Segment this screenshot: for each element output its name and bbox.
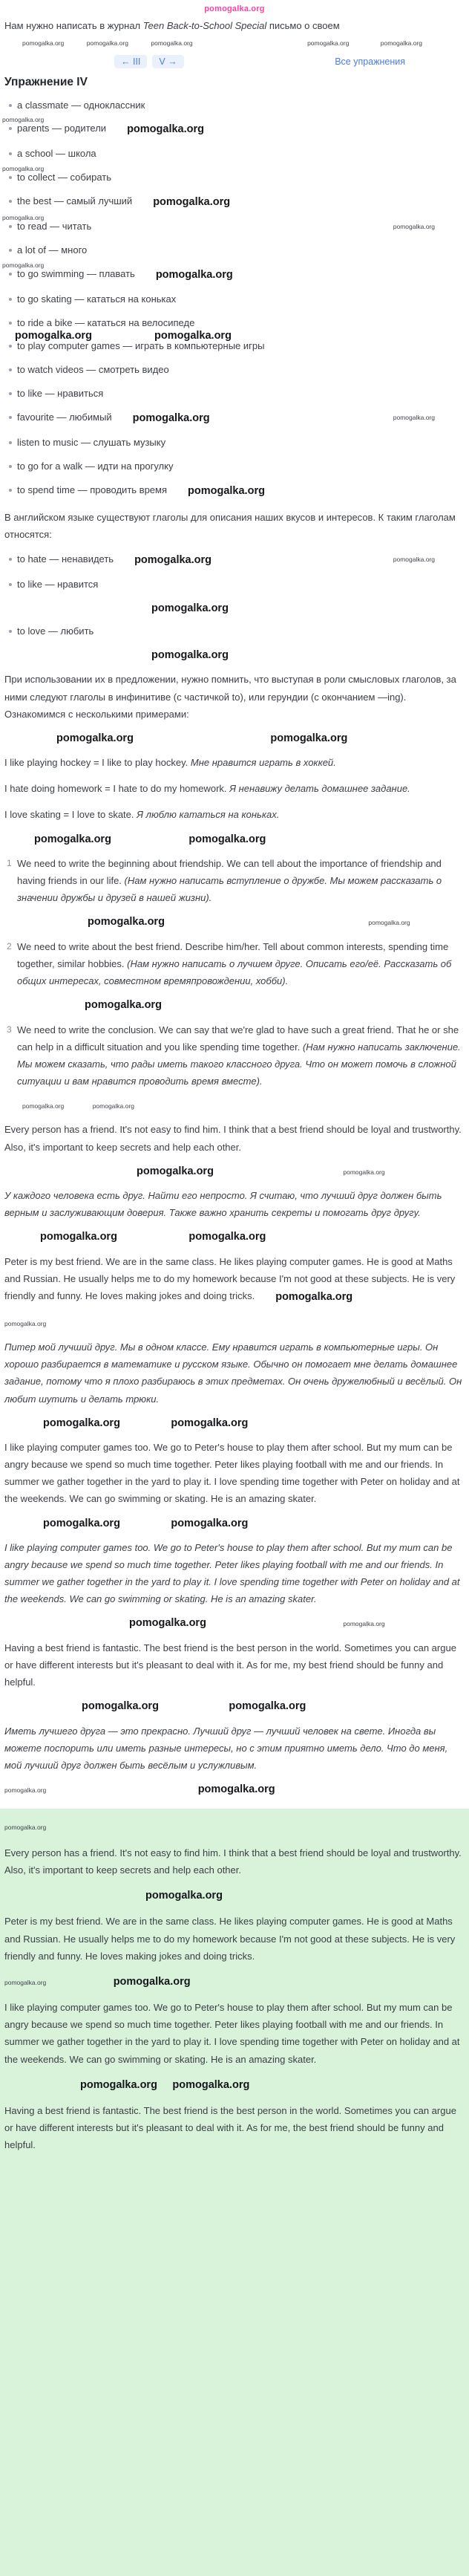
essay-paragraph-3-english: I like playing computer games too. We go to Peter's house to play them after school. But my mum can be angry because we spend so much time together. Peter likes playing football with me and our friends. In summer we gather together in the yard to play it. I love spending time together with Peter on holiday and at the weekends. We can go swimming or skating. He is an amazing skater. bbox=[4, 1442, 460, 1505]
bullet-icon bbox=[9, 249, 12, 252]
watermark: pomogalka.org bbox=[132, 412, 210, 425]
example-english: I hate doing homework = I hate to do my homework. bbox=[4, 783, 227, 795]
vocab-item bbox=[4, 330, 465, 354]
watermark: pomogalka.org bbox=[368, 919, 410, 927]
verbs-intro-paragraph: В английском языке существуют глаголы для описания наших вкусов и интересов. К таким глаголам относятся: bbox=[4, 511, 456, 540]
vocab-item bbox=[4, 387, 465, 401]
watermark: pomogalka.org bbox=[380, 39, 422, 48]
watermark: pomogalka.org bbox=[2, 116, 45, 124]
step-russian: (Нам нужно написать о лучшем друге. Описать его/её. Рассказать об общих интересах, совместном времяпровождении, хобби). bbox=[17, 957, 452, 987]
step-item bbox=[4, 1021, 465, 1090]
watermark: pomogalka.org bbox=[4, 1978, 47, 1986]
watermark-row bbox=[4, 648, 465, 662]
step-russian: (Нам нужно написать вступление о дружбе. Мы можем рассказать о значении дружбы и друзей в нашей жизни). bbox=[17, 875, 442, 904]
watermark-row bbox=[4, 1700, 465, 1713]
bullet-icon bbox=[9, 152, 12, 155]
watermark-row bbox=[4, 36, 465, 49]
usage-note-paragraph: При использовании их в предложении, нужно помнить, что выступая в роли смысловых глаголов, за ними следуют глаголы в инфинитиве (с частичкой to), или герундии (с окончанием —ing). Ознакомимся с несколькими примерами: bbox=[4, 674, 456, 720]
bullet-icon bbox=[9, 298, 12, 301]
bullet-icon bbox=[9, 416, 12, 419]
verb-item bbox=[4, 578, 465, 592]
vocab-text: the best — самый лучший bbox=[17, 195, 133, 207]
watermark-row bbox=[4, 1517, 465, 1530]
watermark: pomogalka.org bbox=[134, 553, 212, 566]
vocab-text: a lot of — много bbox=[17, 244, 88, 256]
example-russian: Я люблю кататься на коньках. bbox=[137, 809, 280, 821]
example-russian: Мне нравится играть в хоккей. bbox=[190, 757, 336, 769]
writing-steps-list bbox=[4, 855, 465, 906]
watermark-row bbox=[4, 732, 465, 745]
vocab-item bbox=[2, 116, 465, 137]
vocab-text: a school — школа bbox=[17, 148, 96, 160]
verbs-list bbox=[4, 553, 465, 592]
vocab-text: to go for a walk — идти на прогулку bbox=[17, 460, 174, 472]
bullet-icon bbox=[9, 630, 12, 633]
step-number: 1 bbox=[7, 858, 12, 868]
watermark: pomogalka.org bbox=[43, 1417, 120, 1429]
all-exercises-link[interactable]: Все упражнения bbox=[335, 56, 405, 67]
watermark: pomogalka.org bbox=[2, 214, 45, 222]
intro-suffix: письмо о своем bbox=[266, 20, 340, 31]
vocab-item bbox=[4, 147, 465, 161]
prev-exercise-button[interactable]: ← III bbox=[114, 55, 147, 68]
watermark-row bbox=[4, 2078, 465, 2092]
vocab-text: parents — родители bbox=[17, 123, 107, 134]
step-item bbox=[4, 938, 465, 989]
watermark-row bbox=[4, 833, 465, 846]
watermark-row bbox=[4, 1616, 465, 1630]
exercise-title: Упражнение IV bbox=[4, 75, 88, 88]
vocab-text: to spend time — проводить время bbox=[17, 484, 168, 495]
watermark: pomogalka.org bbox=[229, 1700, 306, 1713]
bullet-icon bbox=[9, 176, 12, 179]
watermark: pomogalka.org bbox=[127, 123, 204, 136]
watermark-row bbox=[4, 1975, 465, 1988]
watermark: pomogalka.org bbox=[393, 414, 435, 422]
answer-paragraph-1: Every person has a friend. It's not easy to find him. I think that a best friend should be loyal and trustworthy. Also, it's important to keep secrets and help each other. bbox=[4, 1847, 462, 1876]
essay-paragraph-2-text: Peter is my best friend. We are in the same class. He likes playing computer games. He is good at Maths and Russian. He usually helps me to do my homework because I'm not good at these subjects. He is very friendly and funny. He loves making jokes and doing tricks. bbox=[4, 1255, 456, 1301]
vocab-item bbox=[4, 99, 465, 113]
answer-paragraph-2: Peter is my best friend. We are in the same class. He likes playing computer games. He is good at Maths and Russian. He usually helps me to do my homework because I'm not good at these subjects. He is very friendly and funny. He loves making jokes and doing tricks. bbox=[4, 1916, 456, 1962]
vocab-item bbox=[4, 195, 465, 210]
watermark-row bbox=[4, 1889, 465, 1902]
example-sentence bbox=[4, 754, 465, 771]
watermark: pomogalka.org bbox=[171, 1417, 249, 1429]
vocabulary-list bbox=[4, 99, 465, 499]
essay-paragraph-2-russian: Питер мой лучший друг. Мы в одном классе. Ему нравится играть в компьютерные игры. Он хорошо разбирается в математике и русском языке. Обычно он помогает мне делать домашнее задание, потому что я плохо разбираюсь в этих предметах. Он очень дружелюбный и весёлый. Он любит шутить и делать трюки. bbox=[4, 1341, 462, 1405]
example-english: I love skating = I love to skate. bbox=[4, 809, 134, 821]
watermark: pomogalka.org bbox=[393, 223, 435, 231]
watermark: pomogalka.org bbox=[307, 39, 350, 48]
bullet-icon bbox=[9, 127, 12, 130]
answer-paragraph-3: I like playing computer games too. We go to Peter's house to play them after school. But my mum can be angry because we spend so much time together. Peter likes playing football with me and our friends. In summer we gather together in the yard to play it. I love spending time together with Peter on holiday and at the weekends. We can go swimming or skating. He is an amazing skater. bbox=[4, 2002, 460, 2065]
step-english: We need to write the conclusion. We can say that we're glad to have such a great friend. That he or she can help in a difficult situation and you like spending time together. bbox=[17, 1024, 459, 1053]
verb-text: to like — нравится bbox=[17, 579, 99, 590]
step-number: 3 bbox=[7, 1024, 12, 1035]
watermark: pomogalka.org bbox=[188, 484, 265, 497]
bullet-icon bbox=[9, 489, 12, 492]
watermark: pomogalka.org bbox=[15, 330, 92, 342]
vocab-text: to go skating — кататься на коньках bbox=[17, 293, 177, 305]
bullet-icon bbox=[9, 392, 12, 395]
answer-paragraph-4: Having a best friend is fantastic. The best friend is the best person in the world. Sometimes you can argue or have different interests but it's pleasant to deal with it. As for me, the best friend should be funny and helpful. bbox=[4, 2105, 456, 2151]
bullet-icon bbox=[9, 558, 12, 561]
watermark-row bbox=[4, 915, 465, 928]
vocab-item bbox=[2, 214, 465, 234]
watermark: pomogalka.org bbox=[151, 649, 229, 662]
essay-paragraph-1-russian: У каждого человека есть друг. Найти его непросто. Я считаю, что лучший друг должен быть верным и заслуживающим доверия. Также важно хранить секреты и помогать друг другу. bbox=[4, 1190, 442, 1219]
vocab-text: to read — читать bbox=[17, 221, 92, 232]
site-logo[interactable]: pomogalka.org bbox=[204, 4, 265, 13]
vocab-item bbox=[4, 293, 465, 307]
watermark: pomogalka.org bbox=[393, 555, 435, 563]
watermark: pomogalka.org bbox=[2, 165, 45, 173]
vocab-text: to play computer games — играть в компьютерные игры bbox=[17, 340, 265, 352]
vocab-text: a classmate — одноклассник bbox=[17, 99, 145, 111]
watermark: pomogalka.org bbox=[151, 39, 193, 48]
watermark: pomogalka.org bbox=[343, 1168, 385, 1176]
watermark-row bbox=[4, 1820, 465, 1833]
watermark: pomogalka.org bbox=[4, 1786, 47, 1794]
exercise-nav-buttons bbox=[114, 55, 184, 68]
watermark: pomogalka.org bbox=[153, 196, 231, 209]
vocab-text: to watch videos — смотреть видео bbox=[17, 364, 169, 376]
watermark: pomogalka.org bbox=[129, 1617, 206, 1630]
watermark-row bbox=[4, 998, 465, 1012]
next-exercise-button[interactable]: V → bbox=[152, 55, 183, 68]
watermark: pomogalka.org bbox=[85, 999, 162, 1012]
essay-paragraph-2-english bbox=[4, 1253, 465, 1307]
bullet-icon bbox=[9, 583, 12, 586]
vocab-item bbox=[2, 165, 465, 185]
vocab-text: listen to music — слушать музыку bbox=[17, 437, 166, 449]
bullet-icon bbox=[9, 200, 12, 203]
vocab-text: to like — нравиться bbox=[17, 388, 104, 400]
watermark: pomogalka.org bbox=[137, 1165, 214, 1177]
vocab-item bbox=[4, 460, 465, 474]
step-number: 2 bbox=[7, 940, 12, 952]
bullet-icon bbox=[9, 322, 12, 325]
watermark: pomogalka.org bbox=[88, 916, 165, 928]
bullet-icon bbox=[9, 368, 12, 371]
watermark: pomogalka.org bbox=[188, 1231, 266, 1243]
example-sentence bbox=[4, 780, 465, 797]
watermark: pomogalka.org bbox=[151, 602, 229, 614]
verbs-list-continued bbox=[4, 625, 465, 639]
intro-text bbox=[4, 19, 465, 33]
vocab-item bbox=[4, 484, 465, 499]
watermark: pomogalka.org bbox=[92, 1102, 134, 1110]
vocab-text: to ride a bike — кататься на велосипеде bbox=[17, 316, 195, 328]
vocab-item bbox=[4, 363, 465, 377]
intro-prefix: Нам нужно написать в журнал bbox=[4, 20, 143, 31]
vocab-item bbox=[4, 436, 465, 450]
watermark-row bbox=[4, 1230, 465, 1243]
vocab-text: favourite — любимый bbox=[17, 412, 112, 423]
watermark: pomogalka.org bbox=[82, 1700, 159, 1713]
watermark: pomogalka.org bbox=[4, 1824, 47, 1832]
watermark: pomogalka.org bbox=[171, 1517, 249, 1529]
watermark: pomogalka.org bbox=[155, 268, 233, 281]
watermark: pomogalka.org bbox=[197, 1783, 275, 1795]
watermark: pomogalka.org bbox=[2, 261, 45, 269]
watermark: pomogalka.org bbox=[22, 39, 65, 48]
example-sentence bbox=[4, 806, 465, 823]
watermark: pomogalka.org bbox=[22, 1102, 65, 1110]
writing-steps-list bbox=[4, 1021, 465, 1090]
watermark-row bbox=[4, 1316, 465, 1330]
bullet-icon bbox=[9, 225, 12, 228]
verb-item bbox=[4, 553, 465, 568]
essay-paragraph-1-english: Every person has a friend. It's not easy to find him. I think that a best friend should be loyal and trustworthy. Also, it's important to keep secrets and help each other. bbox=[4, 1124, 462, 1153]
watermark: pomogalka.org bbox=[343, 1620, 385, 1628]
example-english: I like playing hockey = I like to play hockey. bbox=[4, 757, 188, 769]
exercise-nav bbox=[4, 55, 465, 68]
watermark: pomogalka.org bbox=[43, 1517, 120, 1529]
bullet-icon bbox=[9, 441, 12, 444]
watermark-row bbox=[4, 1099, 465, 1112]
vocab-item bbox=[4, 411, 465, 426]
step-item bbox=[4, 855, 465, 906]
magazine-title: Teen Back-to-School Special bbox=[142, 20, 267, 31]
verb-item bbox=[4, 625, 465, 639]
watermark: pomogalka.org bbox=[34, 833, 111, 845]
bullet-icon bbox=[9, 104, 12, 107]
watermark: pomogalka.org bbox=[188, 833, 266, 845]
step-russian: (Нам нужно написать заключение. Мы можем сказать, что рады иметь такого классного друга. Что он может помочь в сложной ситуации и вам нравится проводить время вместе). bbox=[17, 1041, 461, 1087]
vocab-item bbox=[2, 261, 465, 283]
watermark: pomogalka.org bbox=[172, 2078, 250, 2091]
watermark: pomogalka.org bbox=[4, 1319, 47, 1327]
watermark: pomogalka.org bbox=[270, 732, 348, 744]
vocab-text: to collect — собирать bbox=[17, 172, 112, 183]
watermark: pomogalka.org bbox=[113, 1975, 191, 1988]
watermark-row bbox=[4, 1783, 465, 1796]
answer-block bbox=[0, 1809, 469, 2576]
watermark: pomogalka.org bbox=[86, 39, 128, 48]
vocab-item bbox=[4, 244, 465, 258]
bullet-icon bbox=[9, 465, 12, 468]
example-russian: Я ненавижу делать домашнее задание. bbox=[229, 783, 410, 795]
essay-paragraph-4-english: Having a best friend is fantastic. The best friend is the best person in the world. Sometimes you can argue or have different interests but it's pleasant to deal with it. As for me, my best friend should be funny and helpful. bbox=[4, 1642, 456, 1688]
essay-paragraph-3-italic: I like playing computer games too. We go to Peter's house to play them after school. But my mum can be angry because we spend so much time together. Peter likes playing football with me and our friends. In summer we gather together in the yard to play it. I love spending time together with Peter on holiday and at the weekends. We can go swimming or skating. He is an amazing skater. bbox=[4, 1541, 460, 1605]
watermark: pomogalka.org bbox=[80, 2078, 157, 2091]
watermark-row bbox=[4, 1165, 465, 1178]
watermark-row bbox=[4, 1417, 465, 1430]
watermark: pomogalka.org bbox=[154, 330, 232, 342]
verb-text: to love — любить bbox=[17, 625, 94, 637]
watermark-row bbox=[4, 602, 465, 615]
step-english: We need to write about the best friend. Describe him/her. Tell about common interests, spending time together, similar hobbies. bbox=[17, 940, 449, 969]
vocab-text: to go swimming — плавать bbox=[17, 267, 135, 279]
bullet-icon bbox=[9, 345, 12, 348]
step-english: We need to write the beginning about friendship. We can tell about the importance of friendship and having friends in our life. bbox=[17, 858, 442, 887]
writing-steps-list bbox=[4, 938, 465, 989]
essay-paragraph-4-russian: Иметь лучшего друга — это прекрасно. Лучший друг — лучший человек на свете. Иногда вы можете поспорить или иметь разные интересы, но с этим приятно иметь дело. Что до меня, мой лучший друг должен быть весёлым и услужливым. bbox=[4, 1725, 448, 1771]
verb-text: to hate — ненавидеть bbox=[17, 553, 114, 565]
watermark: pomogalka.org bbox=[275, 1290, 353, 1303]
watermark: pomogalka.org bbox=[145, 1889, 223, 1902]
watermark: pomogalka.org bbox=[56, 732, 134, 744]
watermark: pomogalka.org bbox=[40, 1231, 117, 1243]
bullet-icon bbox=[9, 273, 12, 276]
